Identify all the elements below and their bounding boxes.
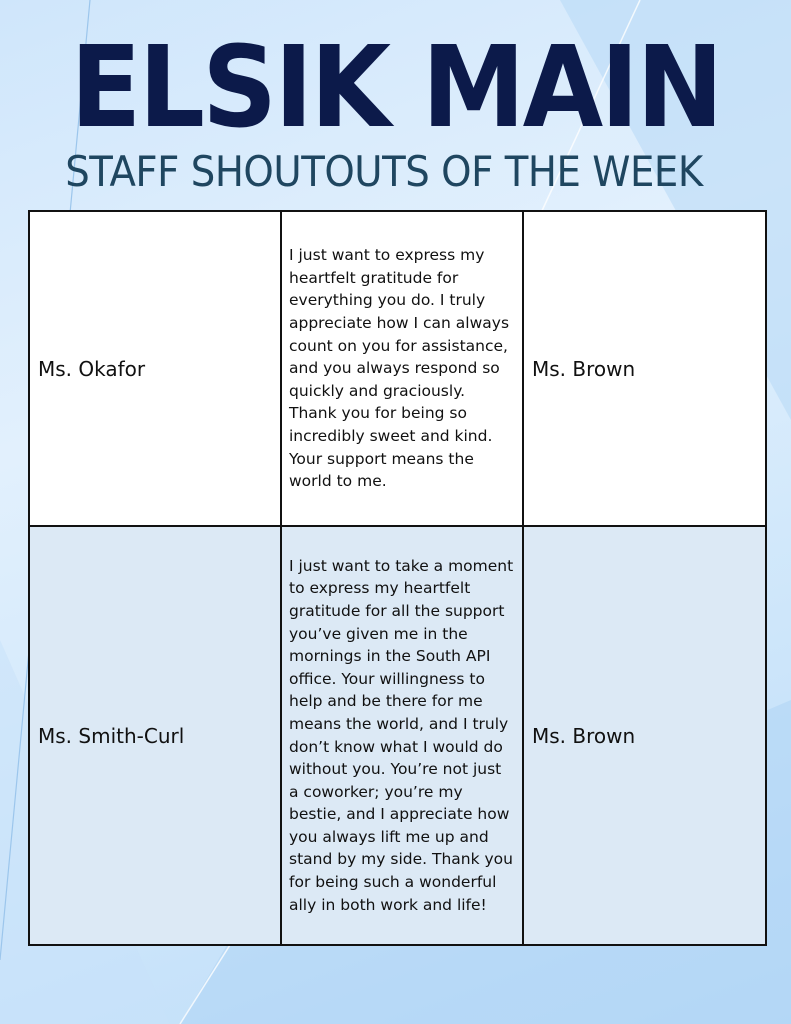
recipient-name: Ms. Okafor <box>29 211 281 526</box>
table-row <box>29 526 766 945</box>
sender-name: Ms. Brown <box>523 211 766 526</box>
shoutout-message: I just want to express my heartfelt gratitude for everything you do. I truly appreciate how I can always count on you for assistance, and you always respond so quickly and graciously. Thank you for being so incredibly sweet and kind. Your support means the world to me. <box>281 211 523 526</box>
shoutout-message: I just want to take a moment to express my heartfelt gratitude for all the support you’ve given me in the mornings in the South API office. Your willingness to help and be there for me means the world, and I truly don’t know what I would do without you. You’re not just a coworker; you’re my bestie, and I appreciate how you always lift me up and stand by my side. Thank you for being such a wonderful ally in both work and life! <box>281 526 523 945</box>
table-row <box>29 211 766 526</box>
sender-name: Ms. Brown <box>523 526 766 945</box>
page-title: ELSIK MAIN <box>70 23 721 153</box>
shoutouts-table <box>28 210 767 946</box>
recipient-name: Ms. Smith-Curl <box>29 526 281 945</box>
page-subtitle: STAFF SHOUTOUTS OF THE WEEK <box>65 147 703 196</box>
